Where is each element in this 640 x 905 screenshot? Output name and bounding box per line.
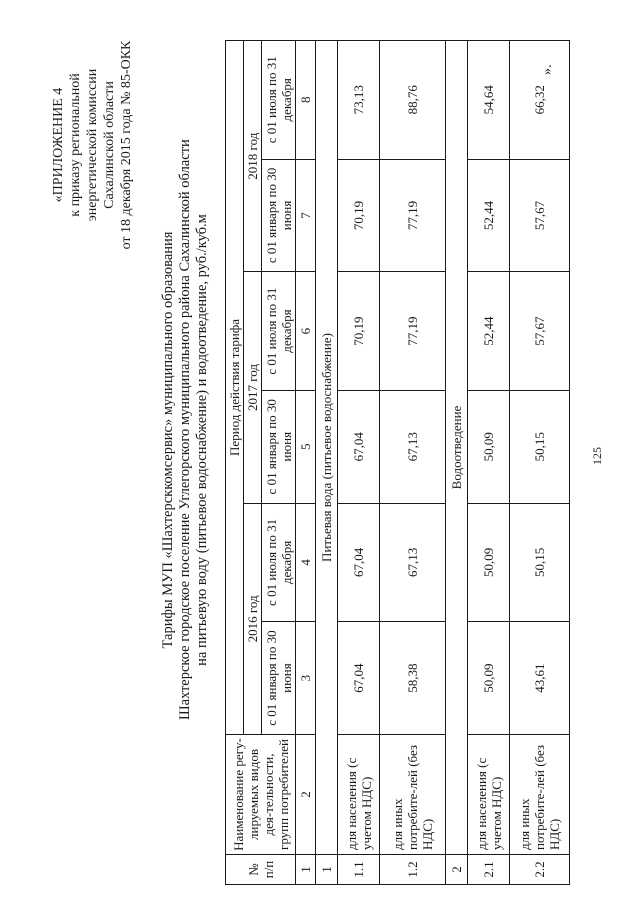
row-num: 2.2 (510, 855, 570, 885)
cell-value: 52,44 (468, 159, 510, 272)
cell-value: 67,13 (380, 390, 446, 503)
cell-value: 57,67 (510, 159, 570, 272)
cell-value: 52,44 (468, 272, 510, 390)
cell-value: 50,15 (510, 503, 570, 621)
cell-value: 50,09 (468, 390, 510, 503)
section-num: 2 (446, 855, 468, 885)
row-name: для иных потребите-лей (без НДС) (510, 735, 570, 855)
table-row (468, 41, 510, 885)
header-half-1: с 01 января по 30 июня (262, 390, 296, 503)
title-line: на питьевую воду (питьевое водоснабжение) и водоотведение, руб./куб.м (194, 214, 210, 666)
cell-value: 73,13 (338, 41, 380, 160)
cell-value: 50,15 (510, 390, 570, 503)
page-number: 125 (590, 447, 604, 465)
row-name: для населения (с учетом НДС) (338, 735, 380, 855)
appendix-line: к приказу региональной (68, 73, 83, 217)
column-number: 2 (296, 735, 316, 855)
column-number: 6 (296, 272, 316, 390)
column-number: 5 (296, 390, 316, 503)
column-number: 4 (296, 503, 316, 621)
cell-value: 67,04 (338, 622, 380, 735)
column-number: 7 (296, 159, 316, 272)
cell-value: 57,67 (510, 272, 570, 390)
cell-value: 88,76 (380, 41, 446, 160)
column-number: 8 (296, 41, 316, 160)
appendix-line: «ПРИЛОЖЕНИЕ 4 (51, 87, 66, 203)
cell-value: 43,61 (510, 622, 570, 735)
header-half-2: с 01 июля по 31 декабря (262, 41, 296, 160)
table-row (380, 41, 446, 885)
header-year-2018: 2018 год (244, 41, 262, 272)
section-num: 1 (316, 855, 338, 885)
cell-value: 58,38 (380, 622, 446, 735)
header-num: № п/п (226, 855, 296, 885)
table-row (338, 41, 380, 885)
header-name: Наименование регу-лируемых видов дея-тельности, групп потребителей (226, 735, 296, 855)
title-line: Шахтерское городское поселение Углегорского муниципального района Сахалинской области (177, 139, 193, 720)
header-half-1: с 01 января по 30 июня (262, 622, 296, 735)
header-half-2: с 01 июля по 31 декабря (262, 272, 296, 390)
row-num: 1.2 (380, 855, 446, 885)
row-num: 1.1 (338, 855, 380, 885)
column-number: 3 (296, 622, 316, 735)
section-title: Питьевая вода (питьевое водоснабжение) (316, 41, 338, 855)
header-half-1: с 01 января по 30 июня (262, 159, 296, 272)
row-name: для населения (с учетом НДС) (468, 735, 510, 855)
cell-value: 66,32 (510, 41, 570, 160)
header-year-2017: 2017 год (244, 272, 262, 503)
closing-quote: ». (540, 64, 555, 75)
cell-value: 70,19 (338, 272, 380, 390)
section-title: Водоотведение (446, 41, 468, 855)
row-num: 2.1 (468, 855, 510, 885)
header-half-2: с 01 июля по 31 декабря (262, 503, 296, 621)
table-row (510, 41, 570, 885)
appendix-line: энергетической комиссии (85, 68, 100, 222)
appendix-header (50, 15, 135, 275)
document-title (160, 139, 211, 720)
cell-value: 67,04 (338, 503, 380, 621)
appendix-line: от 18 декабря 2015 года № 85-ОКК (119, 40, 134, 250)
cell-value: 67,13 (380, 503, 446, 621)
appendix-line: Сахалинской области (102, 81, 117, 209)
cell-value: 50,09 (468, 622, 510, 735)
cell-value: 54,64 (468, 41, 510, 160)
header-year-2016: 2016 год (244, 503, 262, 734)
section-row (446, 41, 468, 885)
row-name: для иных потребите-лей (без НДС) (380, 735, 446, 855)
cell-value: 70,19 (338, 159, 380, 272)
title-line: Тарифы МУП «Шахтерсккомсервис» муниципального образования (160, 231, 176, 649)
cell-value: 67,04 (338, 390, 380, 503)
header-period: Период действия тарифа (226, 41, 244, 735)
tariff-table (225, 40, 570, 885)
cell-value: 77,19 (380, 159, 446, 272)
column-number: 1 (296, 855, 316, 885)
section-row (316, 41, 338, 885)
cell-value: 77,19 (380, 272, 446, 390)
cell-value: 50,09 (468, 503, 510, 621)
